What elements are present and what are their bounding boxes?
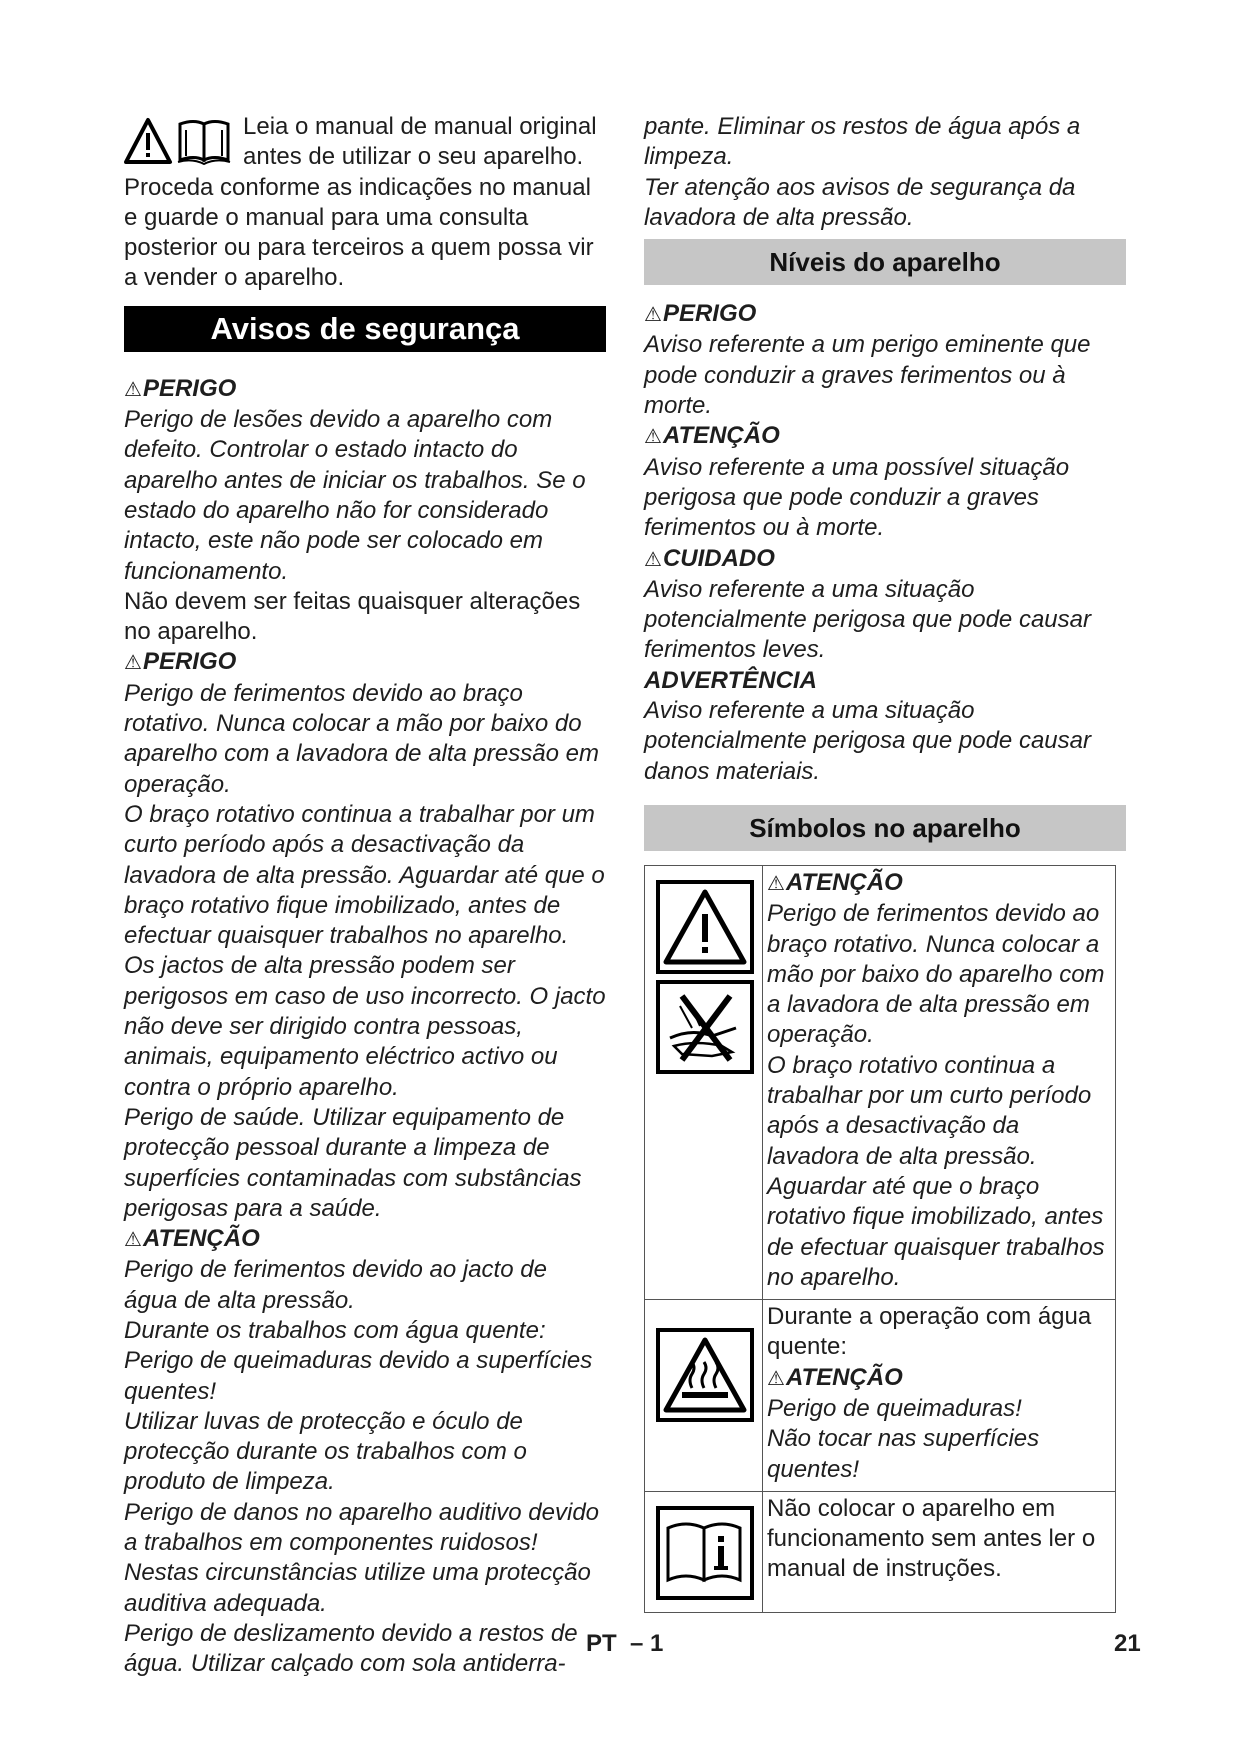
level-cuidado-label: ⚠CUIDADO <box>644 544 775 572</box>
perigo-label-2: ⚠PERIGO <box>124 648 237 676</box>
symbol-text: Não tocar nas superfícies quentes! <box>767 1425 1040 1483</box>
atencao-paragraph: Utilizar luvas de protecção e óculo de protecção durante os trabalhos com o produto de limpeza. <box>124 1407 527 1496</box>
warning-triangle-icon: ⚠ <box>124 652 142 675</box>
warning-triangle-icon: ⚠ <box>644 304 662 327</box>
warning-triangle-icon: ⚠ <box>767 872 785 895</box>
intro-text: Leia o manual de manual original antes de utilizar o seu aparelho. Proceda conforme as indicações no manual e guarde o manual para uma consulta posterior ou para terceiros a quem possa vir a vender o aparelho. <box>124 113 597 292</box>
continued-paragraph: Ter atenção aos avisos de segurança da lavadora de alta pressão. <box>644 173 1076 231</box>
level-advertencia-text: Aviso referente a uma situação potencialmente perigosa que pode causar danos materiais. <box>644 697 1091 785</box>
levels-heading: Níveis do aparelho <box>644 239 1126 285</box>
symbol-atencao-label: ⚠ATENÇÃO <box>767 868 903 896</box>
warning-triangle-icon: ⚠ <box>644 426 662 449</box>
rotating-arm-hand-icon <box>658 982 752 1072</box>
page-number: 21 <box>1114 1630 1141 1657</box>
footer-section <box>586 1630 663 1658</box>
atencao-paragraph: Perigo de danos no aparelho auditivo devido a trabalhos em componentes ruidosos! Nestas circunstâncias utilize uma protecção auditiva adequada. <box>124 1498 600 1617</box>
symbol-icon-cell <box>645 1491 763 1612</box>
warning-triangle-icon: ⚠ <box>644 548 662 571</box>
symbols-row <box>645 865 1116 1299</box>
no-changes-text: Não devem ser feitas quaisquer alterações no aparelho. <box>124 587 581 646</box>
level-atencao-label: ⚠ATENÇÃO <box>644 422 780 450</box>
symbol-text-cell <box>763 865 1116 1299</box>
symbol-text-cell <box>763 1491 1116 1612</box>
symbols-heading: Símbolos no aparelho <box>644 805 1126 851</box>
level-atencao-text: Aviso referente a uma possível situação perigosa que pode conduzir a graves ferimentos ou à morte. <box>644 453 1070 542</box>
symbol-atencao-label: ⚠ATENÇÃO <box>767 1363 903 1391</box>
perigo2-paragraph: Perigo de saúde. Utilizar equipamento de protecção pessoal durante a limpeza de superfícies contaminadas com substâncias perigosas para a saúde. <box>124 1103 582 1222</box>
perigo2-paragraph: O braço rotativo continua a trabalhar por um curto período após a desactivação da lavadora de alta pressão. Aguardar até que o braço rotativo fique imobilizado, antes de efectuar quaisquer trabalhos no aparelho. <box>124 800 605 950</box>
symbols-row <box>645 1491 1116 1612</box>
manual-book-icon <box>178 122 230 165</box>
safety-heading: Avisos de segurança <box>124 306 606 352</box>
warning-triangle-icon: ⚠ <box>124 378 142 401</box>
perigo2-paragraph: Os jactos de alta pressão podem ser perigosos em caso de uso incorrecto. O jacto não deve ser dirigido contra pessoas, animais, equipamento eléctrico activo ou contra o próprio aparelho. <box>124 952 606 1101</box>
symbol-text-cell <box>763 1300 1116 1492</box>
perigo-label-1: ⚠PERIGO <box>124 374 237 402</box>
atencao-paragraph: Durante os trabalhos com água quente: Perigo de queimaduras devido a superfícies quentes! <box>124 1316 593 1405</box>
hot-surface-icon <box>658 1330 752 1420</box>
symbol-text: Perigo de ferimentos devido ao braço rotativo. Nunca colocar a mão por baixo do aparelho com a lavadora de alta pressão em operação. <box>767 900 1105 1049</box>
atencao-paragraph: Perigo de deslizamento devido a restos de água. Utilizar calçado com sola antiderra- <box>124 1619 578 1678</box>
symbol-text: Durante a operação com água quente: <box>767 1303 1092 1361</box>
level-advertencia-label: ADVERTÊNCIA <box>644 666 817 694</box>
symbol-text: O braço rotativo continua a trabalhar por um curto período após a desactivação da lavadora de alta pressão. Aguardar até que o braço rotativo fique imobilizado, antes de efectuar quaisquer trabalhos no aparelho. <box>767 1051 1105 1291</box>
read-manual-icon <box>658 1508 752 1598</box>
warning-triangle-icon: ⚠ <box>767 1367 785 1390</box>
symbol-icon-cell <box>645 865 763 1299</box>
symbol-icon-cell <box>645 1300 763 1492</box>
level-perigo-text: Aviso referente a um perigo eminente que pode conduzir a graves ferimentos ou à morte. <box>644 331 1091 420</box>
footer-lang: PT <box>586 1630 617 1657</box>
perigo-text-1: Perigo de lesões devido a aparelho com defeito. Controlar o estado intacto do aparelho antes de iniciar os trabalhos. Se o estado do aparelho não for considerado intacto, este não pode ser colocado em funcionamento. <box>124 406 586 585</box>
right-column <box>644 112 1126 1613</box>
atencao-label: ⚠ATENÇÃO <box>124 1225 260 1253</box>
warning-triangle-icon <box>126 120 170 162</box>
warning-triangle-icon: ⚠ <box>124 1229 142 1252</box>
atencao-paragraph: Perigo de ferimentos devido ao jacto de água de alta pressão. <box>124 1256 547 1314</box>
level-perigo-label: ⚠PERIGO <box>644 300 757 328</box>
warning-triangle-icon <box>658 882 752 972</box>
level-cuidado-text: Aviso referente a uma situação potencialmente perigosa que pode causar ferimentos leves. <box>644 575 1091 664</box>
symbol-text: Não colocar o aparelho em funcionamento sem antes ler o manual de instruções. <box>767 1494 1096 1583</box>
intro-icons <box>124 116 235 168</box>
footer-section-number: – 1 <box>630 1630 664 1657</box>
left-column <box>124 112 606 1680</box>
perigo2-paragraph: Perigo de ferimentos devido ao braço rotativo. Nunca colocar a mão por baixo do aparelho com a lavadora de alta pressão em operação. <box>124 679 599 798</box>
symbols-row <box>645 1300 1116 1492</box>
symbols-table <box>644 865 1116 1613</box>
continued-paragraph: pante. Eliminar os restos de água após a limpeza. <box>644 113 1081 171</box>
symbol-text: Perigo de queimaduras! <box>767 1394 1022 1422</box>
